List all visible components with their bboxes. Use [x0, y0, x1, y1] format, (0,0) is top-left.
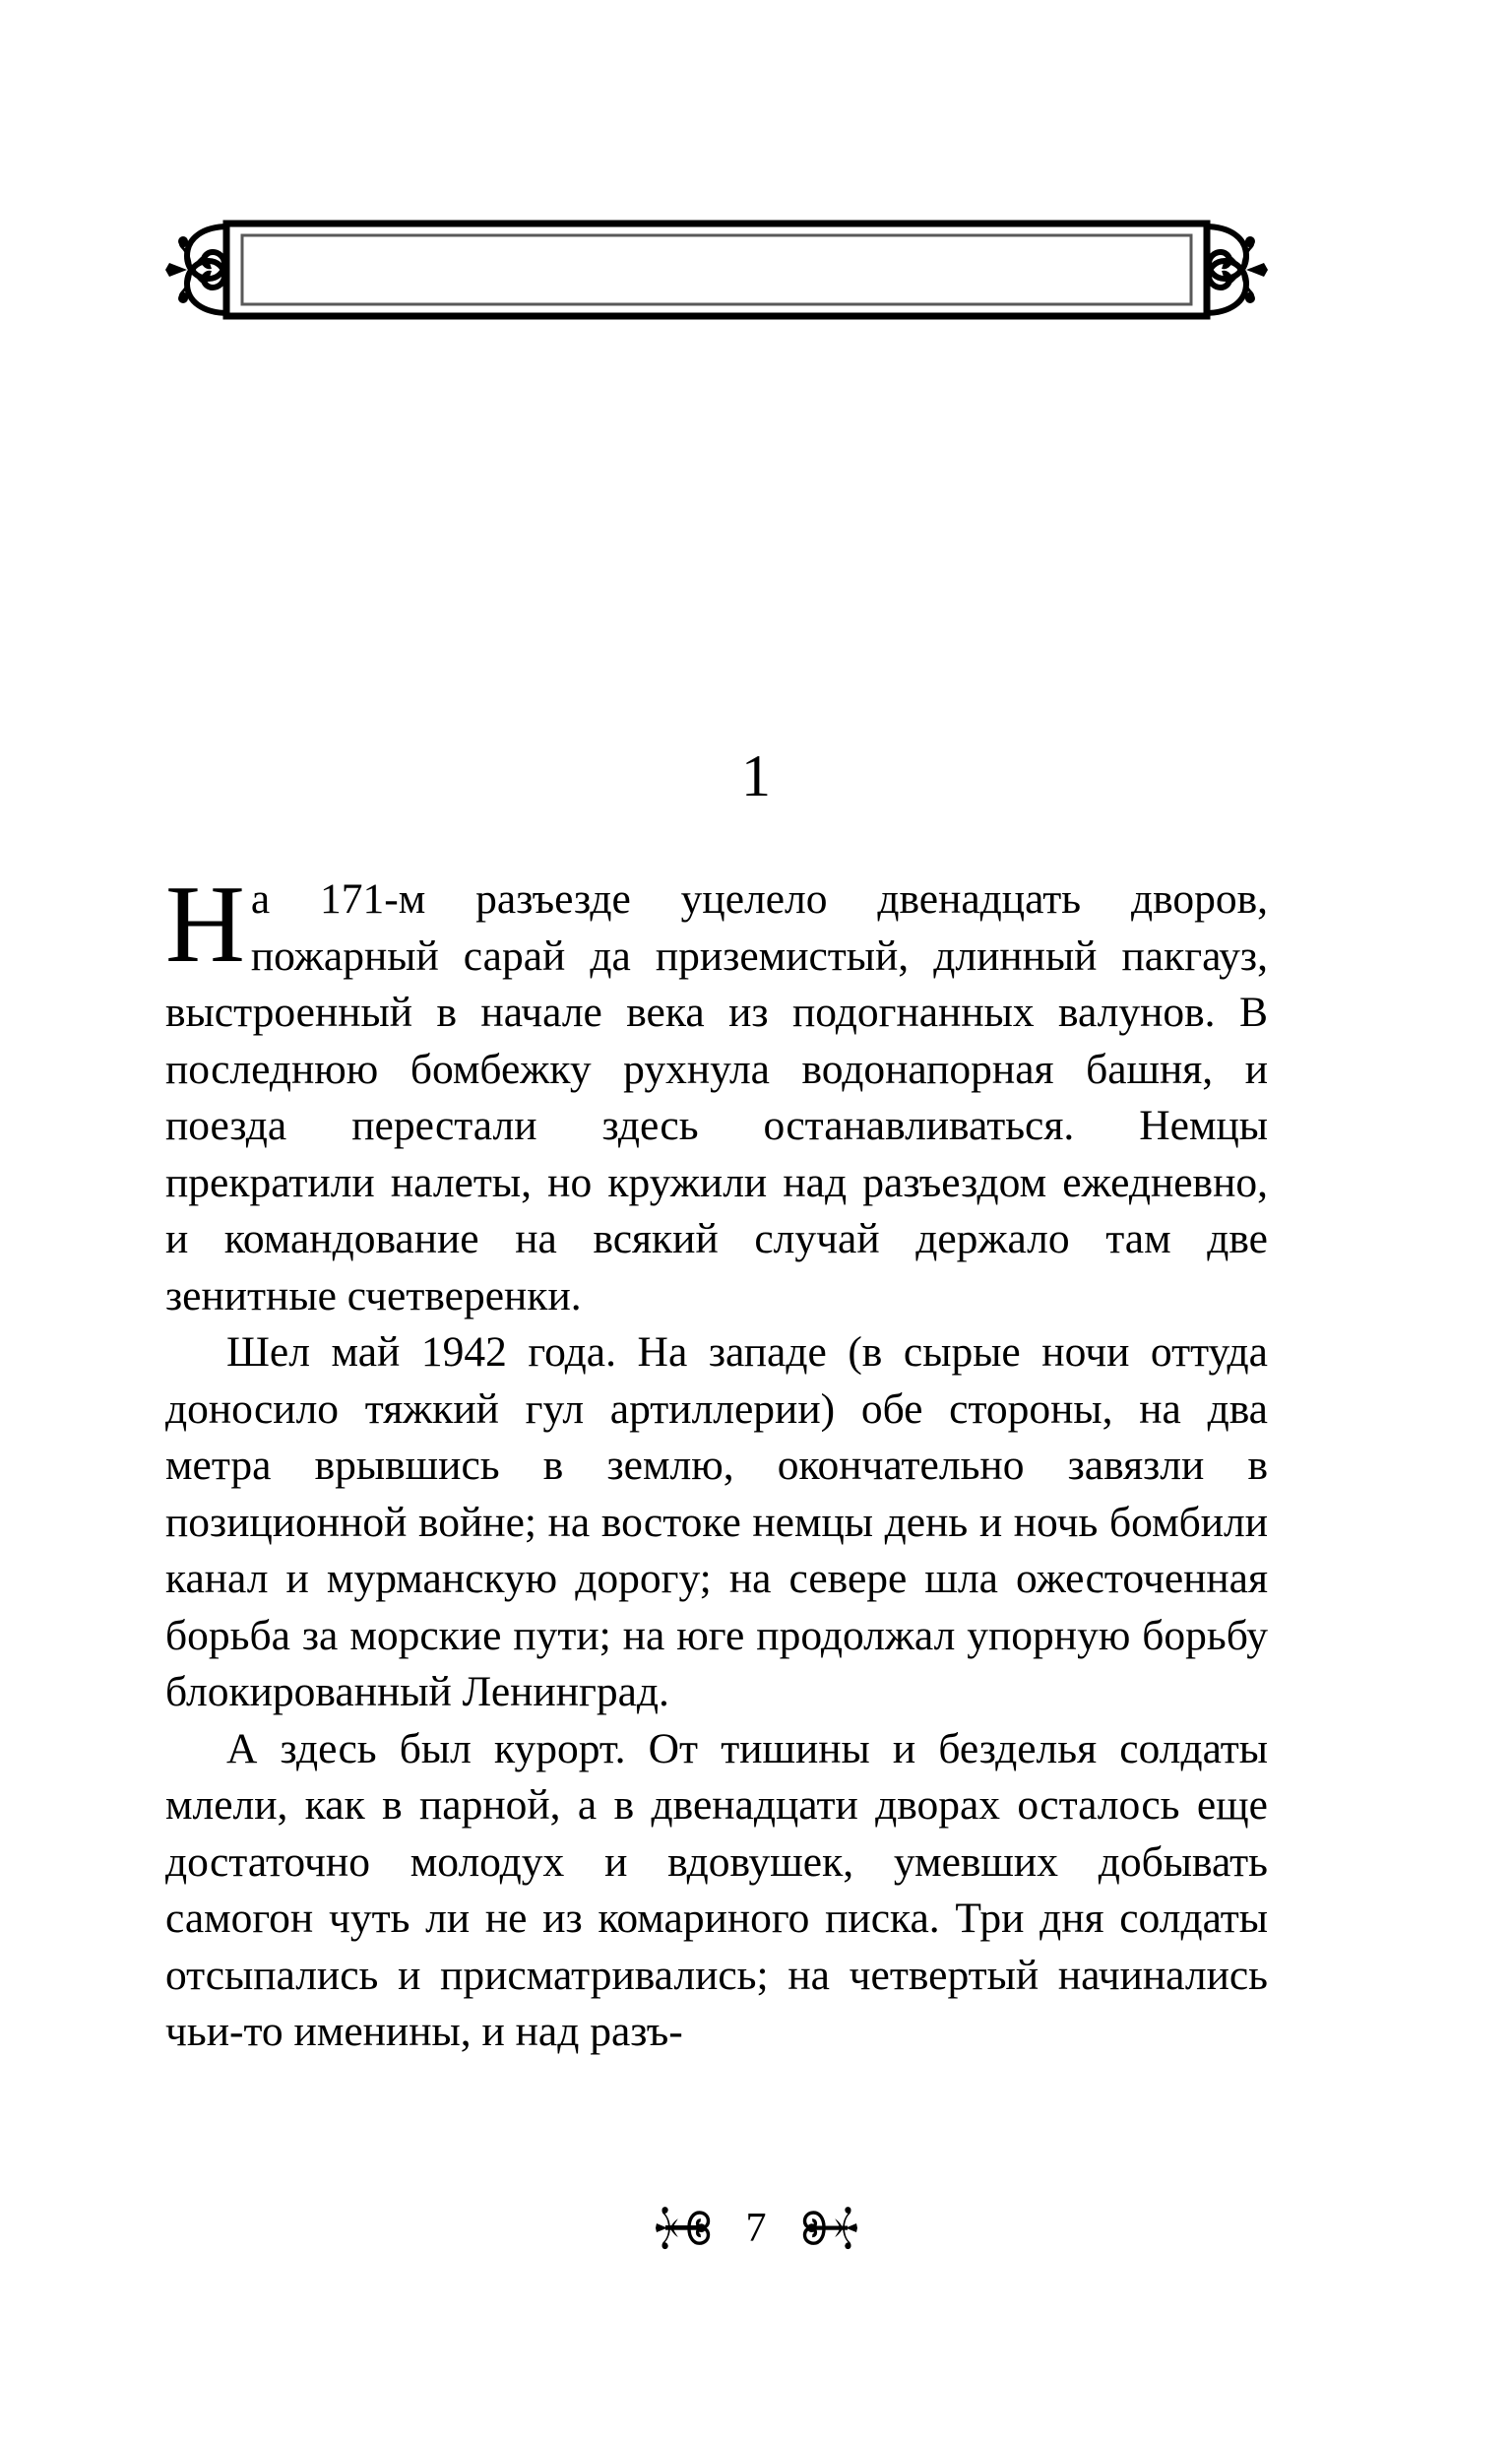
paragraph-1: [165, 864, 1268, 1324]
page-number: 7: [745, 2206, 767, 2251]
body-text: [165, 864, 1268, 2061]
flourish-ornament-right-icon: [800, 2204, 857, 2253]
flourish-ornament-left-icon: [656, 2204, 713, 2253]
fleur-tip-left: [165, 236, 204, 303]
paragraph-3: А здесь был курорт. От тишины и безделья солдаты млели, как в парной, а в двенадцати дворах осталось еще достаточно молодух и вдовушек, умевших добывать самогон чуть ли не из комариного писка. Три дня солдаты отсыпались и присматривались; на четвертый начинались чьи-то именины, и над разъ-: [165, 1724, 1268, 2055]
paragraph-2: Шел май 1942 года. На западе (в сырые ночи оттуда доносило тяжкий гул артиллерии) обе стороны, на два метра врывшись в землю, окончательно завязли в позиционной войне; на востоке немцы день и ночь бомбили канал и мурманскую дорогу; на севере шла ожесточенная борьба за морские пути; на юге продолжал упорную борьбу блокированный Ленинград.: [165, 1328, 1268, 1715]
header-ornament: [165, 215, 1268, 325]
drop-cap: Н: [165, 864, 245, 986]
page-footer: [0, 2204, 1512, 2253]
chapter-number: 1: [741, 743, 771, 808]
paragraph-1-text: а 171-м разъезде уцелело двенадцать дворов, пожарный сарай да приземистый, длинный пакгауз, выстроенный в начале века из подогнанных валунов. В последнюю бомбежку рухнула водонапорная башня, и поезда перестали здесь останавливаться. Немцы прекратили налеты, но кружили над разъездом ежедневно, и командование на всякий случай держало там две зенитные счетверенки.: [165, 875, 1268, 1319]
fleur-tip-right: [1229, 236, 1268, 303]
